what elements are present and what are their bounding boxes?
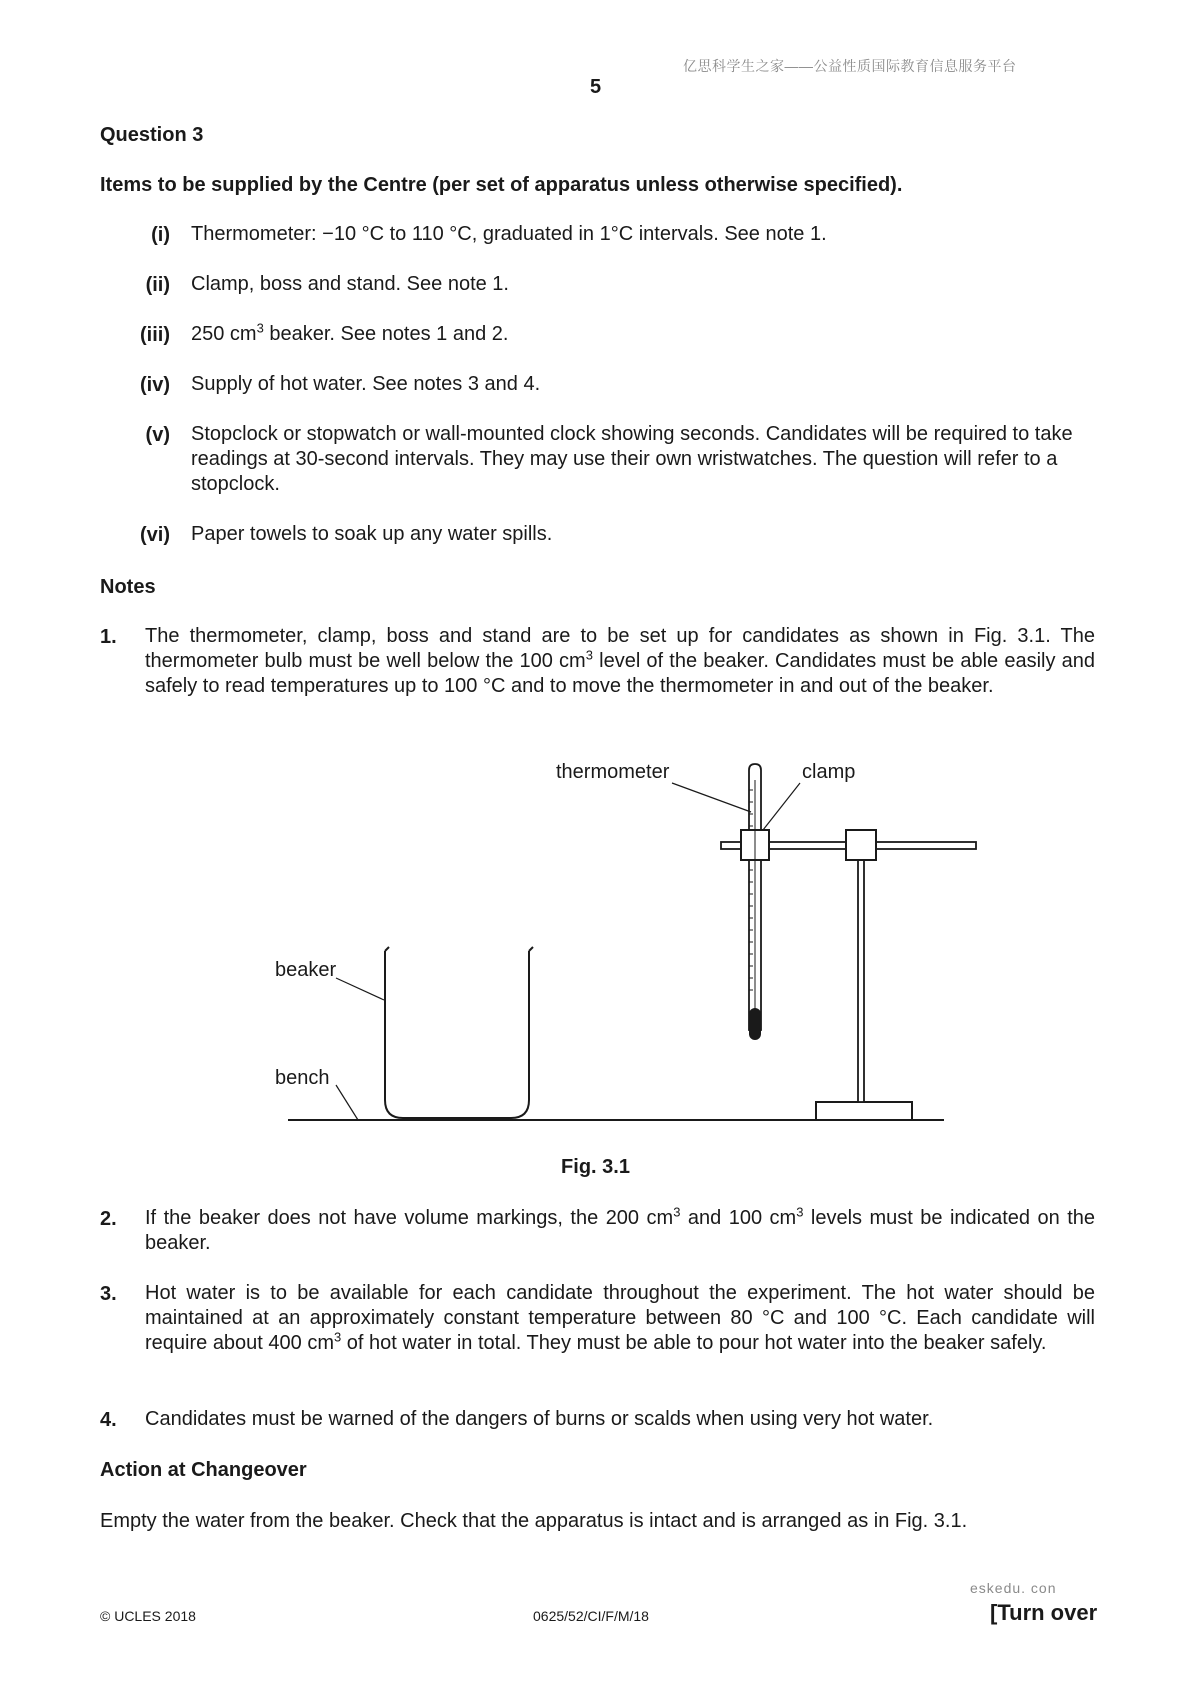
note-text: Candidates must be warned of the dangers of burns or scalds when using very hot water. [145, 1408, 934, 1430]
item-label: (i) [151, 224, 170, 246]
watermark-text: 亿思科学生之家——公益性质国际教育信息服务平台 [683, 58, 1017, 74]
label-beaker: beaker [275, 959, 337, 981]
superscript: 3 [334, 1329, 342, 1345]
superscript: 3 [256, 320, 264, 336]
clamp-leader-line [763, 783, 800, 830]
question-title: Question 3 [100, 124, 204, 146]
beaker-leader-line [336, 978, 384, 1000]
note-text-part: The thermometer, clamp, boss and stand are to be set up for candidates as shown in Fig. 3.1. The thermometer bulb must be well below the 100 cm [145, 625, 1095, 672]
label-thermometer: thermometer [556, 761, 670, 783]
footer-code: 0625/52/CI/F/M/18 [533, 1608, 649, 1624]
stand-boss [846, 830, 876, 860]
item-label: (vi) [140, 524, 170, 546]
label-bench: bench [275, 1067, 330, 1089]
item-label: (iii) [140, 324, 170, 346]
beaker-lip [385, 947, 533, 951]
label-clamp: clamp [802, 761, 856, 783]
items-heading: Items to be supplied by the Centre (per set of apparatus unless otherwise specified). [100, 174, 903, 196]
item-text-part: beaker. See notes 1 and 2. [263, 323, 509, 345]
item-text-part: 250 cm [191, 323, 257, 345]
changeover-text: Empty the water from the beaker. Check that the apparatus is intact and is arranged as in Fig. 3.1. [100, 1510, 968, 1532]
note-text [145, 1281, 1095, 1356]
item-text: Stopclock or stopwatch or wall-mounted clock showing seconds. Candidates will be required to take readings at 30-second intervals. They may use their own wristwatches. The question will refer to a stopclock. [191, 423, 1073, 495]
note-text-part: of hot water in total. They must be able to pour hot water into the beaker safely. [341, 1332, 1047, 1354]
note-text [145, 1206, 1095, 1256]
item-text: Supply of hot water. See notes 3 and 4. [191, 373, 541, 395]
note-number: 3. [100, 1283, 117, 1305]
thermometer-leader-line [672, 783, 751, 812]
bench-leader-line [336, 1085, 358, 1120]
beaker-outline [385, 951, 529, 1118]
changeover-heading: Action at Changeover [100, 1459, 307, 1481]
note-text-part: and 100 cm [680, 1207, 797, 1229]
figure-3-1 [0, 740, 1191, 1160]
turn-over-text: [Turn over [990, 1600, 1098, 1625]
figure-caption: Fig. 3.1 [561, 1156, 630, 1178]
item-text [191, 322, 1101, 347]
note-text-part: levels must be indicated on the beaker. [145, 1207, 1096, 1254]
superscript: 3 [796, 1204, 804, 1220]
item-label: (ii) [145, 274, 170, 296]
footer-copyright: © UCLES 2018 [100, 1608, 196, 1624]
superscript: 3 [585, 647, 593, 663]
thermometer-bulb [749, 1008, 761, 1040]
stand-rod [858, 834, 864, 1102]
item-label: (iv) [140, 374, 170, 396]
item-text: Clamp, boss and stand. See note 1. [191, 273, 509, 295]
site-watermark: eskedu. con [970, 1580, 1057, 1596]
superscript: 3 [673, 1204, 681, 1220]
note-text [145, 624, 1095, 699]
page-number: 5 [589, 76, 602, 98]
note-number: 1. [100, 626, 117, 648]
note-text-part: level of the beaker. Candidates must be able easily and safely to read temperatures up to 100 °C and to move the thermometer in and out of the beaker. [145, 650, 1096, 697]
note-number: 4. [100, 1409, 117, 1431]
note-text-part: If the beaker does not have volume markings, the 200 cm [145, 1207, 674, 1229]
stand-base [816, 1102, 912, 1120]
item-label: (v) [145, 424, 170, 446]
note-text-part: Hot water is to be available for each candidate throughout the experiment. The hot water should be maintained at an approximately constant temperature between 80 °C and 100 °C. Each candidate will require about 400 cm [145, 1282, 1095, 1354]
notes-heading: Notes [100, 576, 156, 598]
note-number: 2. [100, 1208, 117, 1230]
item-text: Paper towels to soak up any water spills. [191, 523, 553, 545]
item-text: Thermometer: −10 °C to 110 °C, graduated in 1°C intervals. See note 1. [191, 223, 827, 245]
